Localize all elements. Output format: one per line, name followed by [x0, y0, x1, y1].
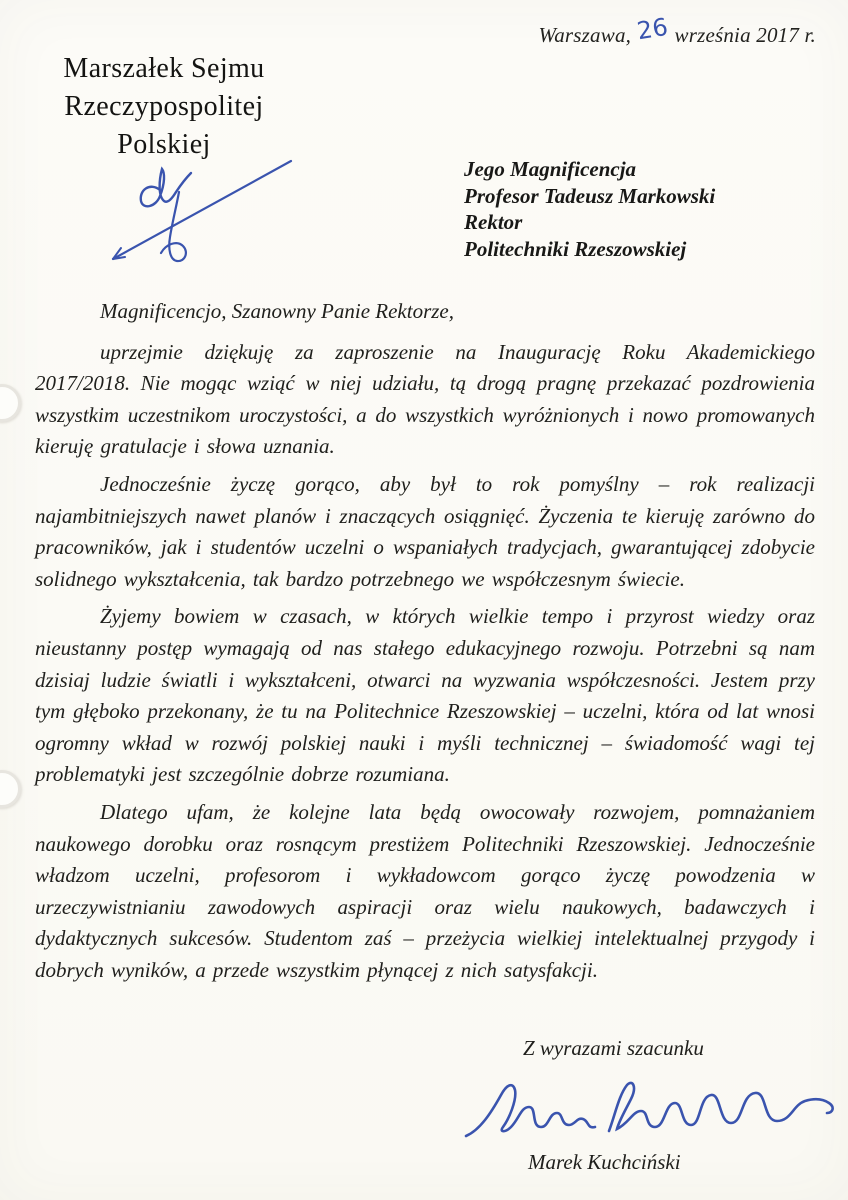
letterhead-line-2: Rzeczypospolitej Polskiej: [64, 91, 264, 160]
date-rest: września 2017 r.: [674, 23, 816, 47]
letterhead: [28, 50, 300, 164]
recipient-line: Jego Magnificencja: [464, 157, 637, 181]
handwritten-signature: [460, 1068, 846, 1156]
recipient-block: [464, 156, 715, 262]
closing-formula: Z wyrazami szacunku: [523, 1036, 704, 1060]
letter-body: [35, 296, 815, 992]
paraph-diagonal-line: [113, 161, 291, 259]
date-city: Warszawa,: [538, 23, 632, 47]
handwritten-day-number: 26: [635, 12, 671, 46]
salutation: Magnificencjo, Szanowny Panie Rektorze,: [100, 299, 454, 323]
date-line: [538, 12, 816, 48]
body-paragraph-2: Jednocześnie życzę gorąco, aby był to rok pomyślny – rok realizacji najambitniejszych nawet planów i znaczących osiągnięć. Życzenia te kieruję zarówno do pracowników, jak i studentów uczelni o wspaniałych tradycjach, gwarantującej zdobycie solidnego wykształcenia, tak bardzo potrzebnego we współczesnym świecie.: [35, 471, 815, 591]
punch-hole-artifact: [0, 384, 21, 422]
signature-stroke-first-name: [466, 1085, 595, 1136]
body-paragraph-4: Dlatego ufam, że kolejne lata będą owocowały rozwojem, pomnażaniem naukowego dorobku oraz rosnącym prestiżem Politechniki Rzeszowskiej. Jednocześnie władzom uczelni, profesorom i wykładowcom gorąco życzę powodzenia w urzeczywistnianiu zawodowych aspiracji oraz wielu naukowych, badawczych i dydaktycznych sukcesów. Studentom zaś – przeżycia wielkiej intelektualnej przygody i dobrych wyników, a przede wszystkim płynącej z nich satysfakcji.: [35, 799, 815, 982]
recipient-line: Rektor: [464, 210, 523, 234]
letterhead-line-1: Marszałek Sejmu: [63, 53, 265, 84]
body-paragraph-1: uprzejmie dziękuję za zaproszenie na Inaugurację Roku Akademickiego 2017/2018. Nie mogąc wziąć w niej udziału, tą drogą pragnę przekazać pozdrowienia wszystkim uczestnikom uroczystości, a do wszystkich wyróżnionych i nowo promowanych kieruję gratulacje i słowa uznania.: [35, 339, 815, 459]
recipient-line: Politechniki Rzeszowskiej: [464, 236, 687, 261]
body-paragraph-3: Żyjemy bowiem w czasach, w których wielkie tempo i przyrost wiedzy oraz nieustanny postęp wymagają od nas stałego edukacyjnego rozwoju. Potrzebni są nam dzisiaj ludzie światli i wykształceni, otwarci na wyzwania współczesności. Jestem przy tym głęboko przekonany, że tu na Politechnice Rzeszowskiej – uczelni, która od lat wnosi ogromny wkład w rozwój polskiej nauki i myśli technicznej – świadomość wagi tej problematyki jest szczególnie dobrze rozumiana.: [35, 604, 815, 787]
paraph-initials: [141, 169, 191, 206]
handwritten-paraph-mark: [98, 148, 298, 276]
signature-stroke-last-name: [609, 1083, 833, 1131]
punch-hole-artifact: [0, 770, 21, 808]
recipient-line: Profesor Tadeusz Markowski: [464, 183, 716, 208]
signer-name: Marek Kuchciński: [528, 1150, 681, 1174]
